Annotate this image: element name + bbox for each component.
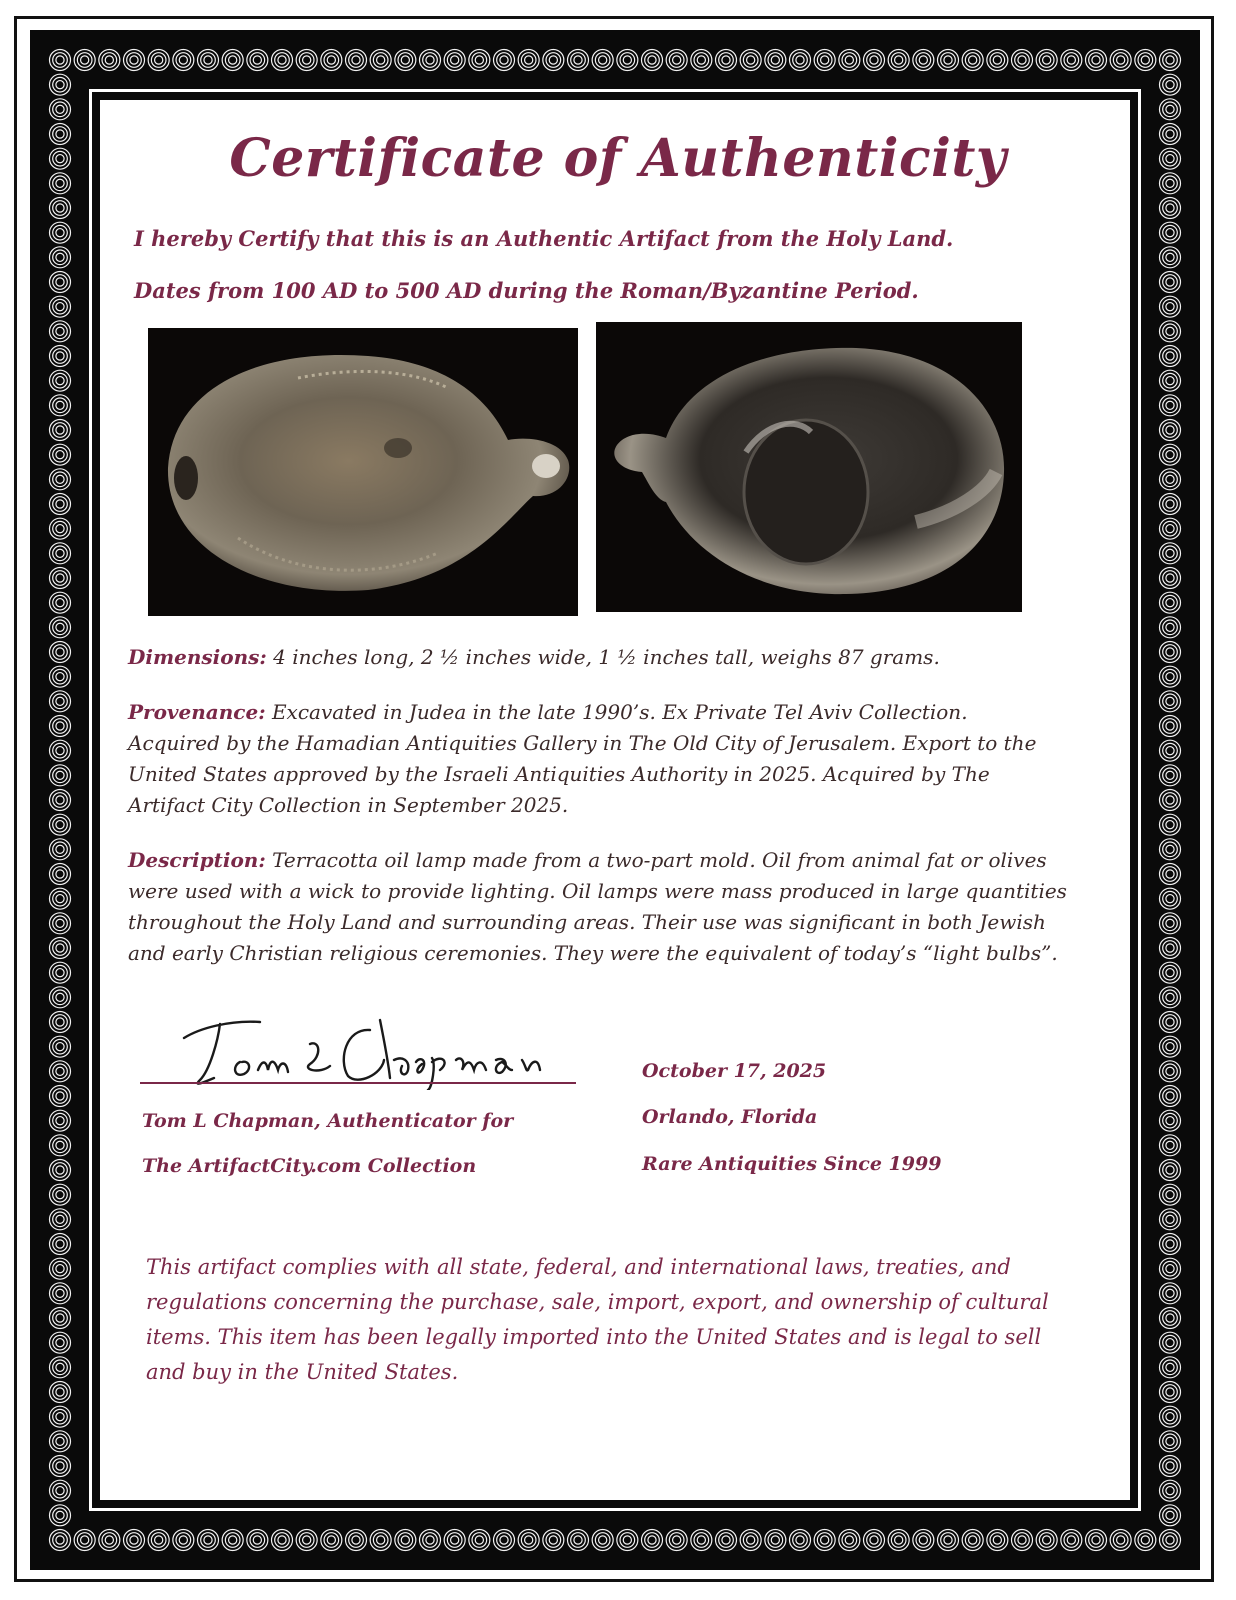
dimensions-label: Dimensions: [128, 645, 267, 669]
oil-lamp-top-icon [148, 328, 578, 616]
certificate-title: Certificate of Authenticity [229, 128, 1007, 189]
company-tagline: Rare Antiquities Since 1999 [642, 1153, 942, 1175]
description-text: Terracotta oil lamp made from a two-part mold. Oil from animal fat or olives were used with a wick to provide lighting. Oil lamps were mass produced in large quantities throughout the Holy Land and surrounding areas. Their use was significant in both Jewish and early Christian religious ceremonies. They were the equivalent of today’s “light bulbs”. [128, 848, 1067, 965]
oil-lamp-bottom-view-photo [596, 322, 1022, 612]
signature-line [140, 1082, 576, 1084]
description-paragraph [128, 845, 1068, 969]
certificate-location: Orlando, Florida [642, 1106, 818, 1128]
authenticator-name: Tom L Chapman, Authenticator for [142, 1110, 514, 1132]
legal-compliance-statement: This artifact complies with all state, federal, and international laws, treaties, and regulations concerning the purchase, sale, import, export, and ownership of cultural items. This item has been legally imported into the United States and is legal to sell and buy in the United States. [146, 1255, 1049, 1384]
provenance-paragraph [128, 697, 1058, 821]
certification-statement: I hereby Certify that this is an Authentic Artifact from the Holy Land. [134, 226, 954, 251]
description-label: Description: [128, 848, 266, 872]
dimensions-paragraph [128, 642, 1088, 673]
date-range-statement: Dates from 100 AD to 500 AD during the Roman/Byzantine Period. [134, 278, 919, 303]
provenance-text: Excavated in Judea in the late 1990’s. Ex Private Tel Aviv Collection. Acquired by the Hamadian Antiquities Gallery in The Old City of Jerusalem. Export to the United States approved by the Israeli Antiquities Authority in 2025. Acquired by The Artifact City Collection in September 2025. [128, 700, 1037, 817]
oil-lamp-top-view-photo [148, 328, 578, 616]
oil-lamp-bottom-icon [596, 322, 1022, 612]
certificate-date: October 17, 2025 [642, 1060, 827, 1082]
collection-name: The ArtifactCity.com Collection [142, 1155, 477, 1177]
handwritten-signature [170, 1000, 570, 1090]
provenance-label: Provenance: [128, 700, 266, 724]
dimensions-text: 4 inches long, 2 ½ inches wide, 1 ½ inches tall, weighs 87 grams. [266, 645, 940, 669]
